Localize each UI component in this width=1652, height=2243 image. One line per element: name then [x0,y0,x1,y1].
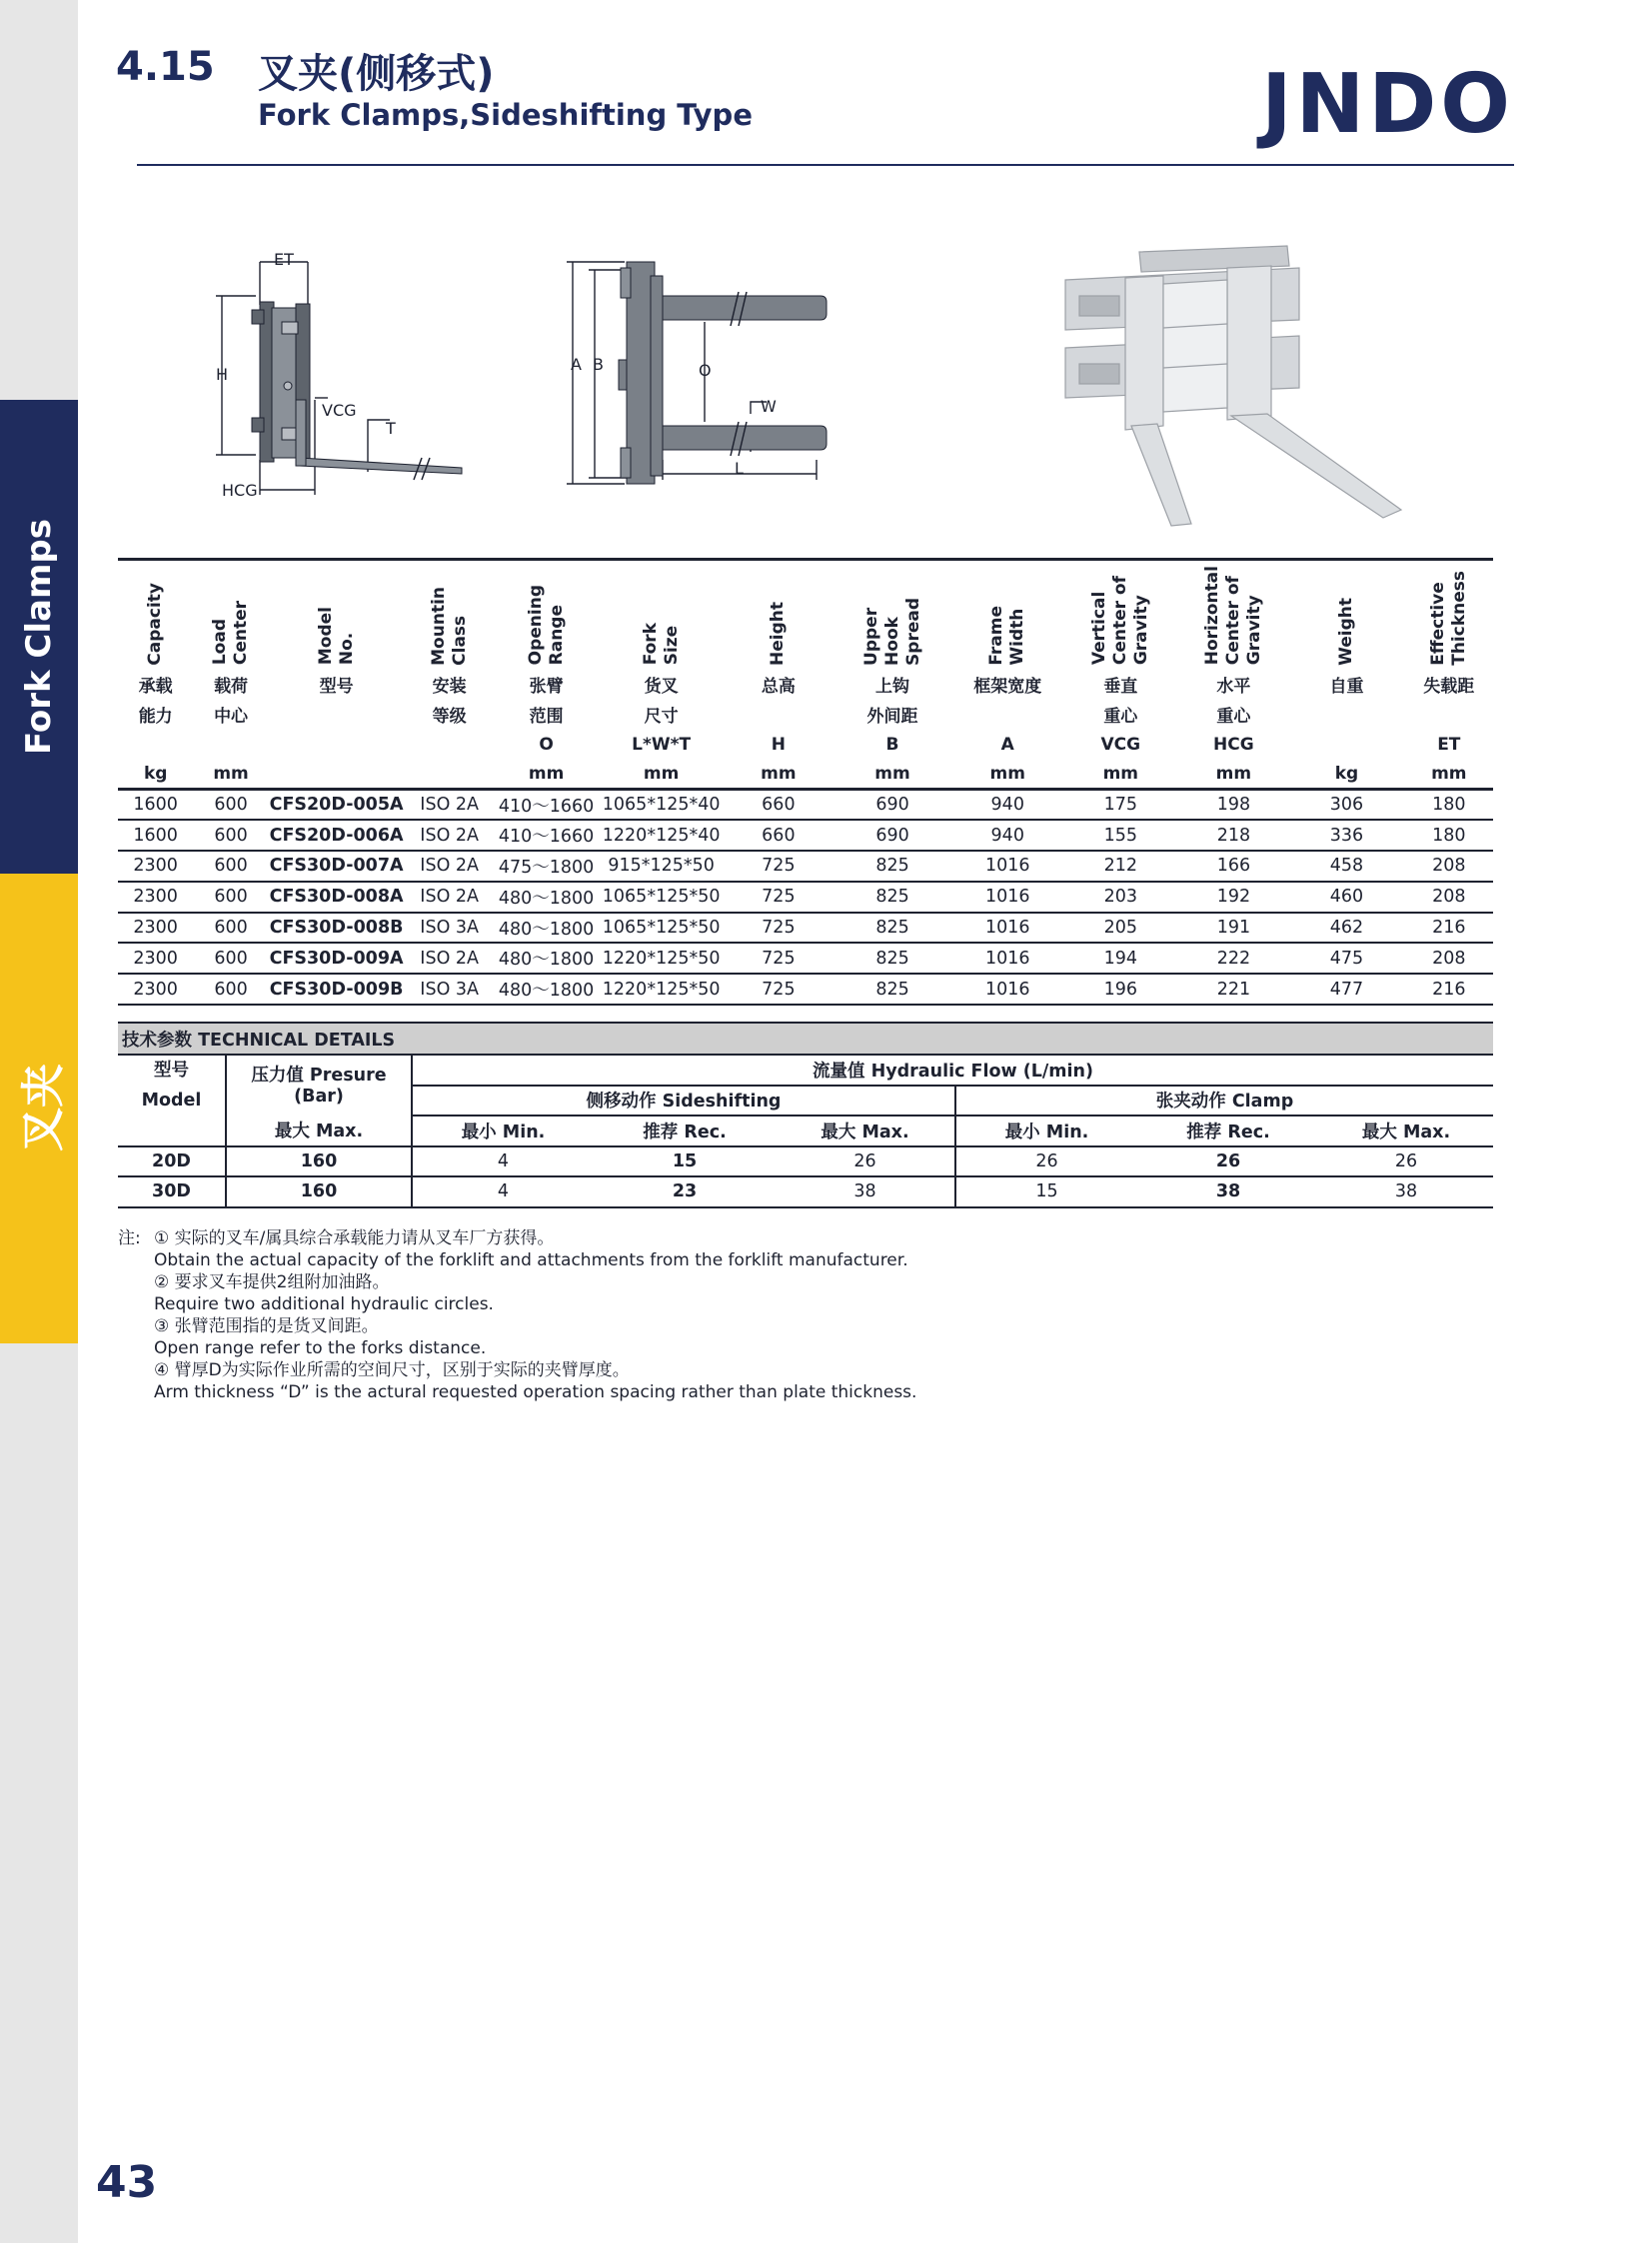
tech-cell-pressure: 160 [226,1146,412,1177]
table-cell: ISO 2A [404,943,494,974]
column-header-en [1405,560,1493,670]
tech-cell-side-max: 26 [776,1146,955,1177]
column-header-cn-2: 能力 [138,707,173,727]
table-cell: ISO 2A [404,790,494,821]
table-cell: ISO 2A [404,820,494,851]
column-header-cn-2: 范围 [529,707,564,727]
column-header-cn: 承载 [138,677,173,697]
table-cell: 1016 [952,943,1062,974]
table-cell: 2300 [118,913,193,944]
tech-cell-side-min: 4 [412,1176,594,1207]
column-header-symbol: ET [1437,734,1461,755]
tech-pressure-header: 压力值 Presure (Bar) [226,1055,412,1116]
column-header-unit: kg [1288,760,1404,790]
table-cell: 1220*125*50 [598,943,725,974]
column-header-cn-2 [1405,700,1493,730]
column-header-en [495,560,598,670]
table-cell: 410～1660 [495,820,598,851]
tech-cell-side-rec: 15 [594,1146,776,1177]
table-cell: 1600 [118,790,193,821]
column-header-en-text: Effective Thickness [1427,570,1469,666]
tech-side-rec: 推荐 Rec. [594,1116,776,1146]
column-header-en [725,560,832,670]
column-header-unit [404,760,494,790]
column-header-cn-2: 中心 [214,707,249,727]
column-header-en-text: Height [768,601,789,666]
table-row [118,882,1493,913]
table-cell: 198 [1178,790,1288,821]
column-header-symbol: L*W*T [632,734,692,755]
table-cell: 1016 [952,913,1062,944]
dim-l: L [735,459,744,478]
note-line: Open range refer to the forks distance. [154,1338,487,1358]
column-header-en [1062,560,1178,670]
column-header-cn-2: 等级 [432,707,467,727]
column-header-symbol [118,730,193,760]
table-row [118,790,1493,821]
column-header-symbol: O [539,734,554,755]
column-header-cn: 水平 [1216,677,1251,697]
table-cell: 1016 [952,882,1062,913]
tech-cell-side-min: 4 [412,1146,594,1177]
table-cell: 203 [1062,882,1178,913]
column-header-symbol [404,730,494,760]
table-cell: 915*125*50 [598,851,725,882]
column-header-cn: 上钩 [875,677,910,697]
column-header-en-text: Capacity [145,582,166,666]
dim-a: A [571,355,582,374]
column-header-en-text: Weight [1335,597,1356,666]
table-cell: 600 [193,790,268,821]
tech-clamp-header: 张夹动作 Clamp [955,1086,1493,1117]
note-line: ④ 臂厚D为实际作业所需的空间尺寸，区别于实际的夹臂厚度。 [154,1360,630,1380]
tech-title: 技术参数 TECHNICAL DETAILS [118,1023,1493,1055]
table-cell: 690 [832,790,953,821]
table-cell: 458 [1288,851,1404,882]
table-cell: 208 [1405,851,1493,882]
column-header-en-text: Model No. [315,607,357,666]
table-cell: 180 [1405,820,1493,851]
brand-logo: JNDO [1261,57,1514,152]
table-cell: 218 [1178,820,1288,851]
tech-clamp-rec: 推荐 Rec. [1137,1116,1319,1146]
tech-pressure-max: 最大 Max. [226,1116,412,1146]
table-cell: 2300 [118,943,193,974]
table-cell: CFS30D-008B [269,913,405,944]
table-cell: 2300 [118,851,193,882]
table-cell: 725 [725,851,832,882]
front-view-diagram [555,252,844,502]
tech-row [118,1176,1493,1207]
table-cell: 480～1800 [495,913,598,944]
table-cell: 1065*125*50 [598,913,725,944]
side-label-en: Fork Clamps [19,519,59,755]
table-cell: 725 [725,882,832,913]
table-cell: 191 [1178,913,1288,944]
note-line: ③ 张臂范围指的是货叉间距。 [154,1316,379,1336]
column-header-en [404,560,494,670]
table-cell: 600 [193,851,268,882]
table-cell: 480～1800 [495,943,598,974]
column-header-cn-2: 外间距 [866,707,918,727]
table-row [118,820,1493,851]
column-header-en-text: Opening Range [525,585,567,666]
column-header-symbol: H [771,734,786,755]
table-cell: ISO 2A [404,882,494,913]
column-header-en [193,560,268,670]
column-header-symbol [1288,730,1404,760]
column-header-en [952,560,1062,670]
table-cell: 166 [1178,851,1288,882]
column-header-cn: 失载距 [1423,677,1475,697]
table-cell: 221 [1178,974,1288,1005]
column-header-unit: mm [1178,760,1288,790]
table-row [118,913,1493,944]
table-cell: 825 [832,913,953,944]
tech-cell-clamp-rec: 38 [1137,1176,1319,1207]
column-header-unit: mm [193,760,268,790]
tech-cell-model: 20D [118,1146,226,1177]
table-cell: ISO 3A [404,974,494,1005]
tech-cell-clamp-max: 26 [1319,1146,1493,1177]
tech-cell-clamp-max: 38 [1319,1176,1493,1207]
table-cell: 212 [1062,851,1178,882]
table-cell: 940 [952,790,1062,821]
table-cell: 216 [1405,974,1493,1005]
table-cell: 600 [193,820,268,851]
section-number: 4.15 [116,44,215,90]
header-divider [137,164,1514,166]
side-label-cn: 叉夹 [18,1064,69,1151]
column-header-en [1178,560,1288,670]
table-cell: 306 [1288,790,1404,821]
tech-side-max: 最大 Max. [776,1116,955,1146]
column-header-en-text: Vertical Center of Gravity [1088,576,1151,666]
table-cell: 175 [1062,790,1178,821]
table-cell: 825 [832,943,953,974]
tech-cell-clamp-min: 26 [955,1146,1137,1177]
column-header-cn-2: 尺寸 [644,707,679,727]
table-cell: 725 [725,943,832,974]
tech-cell-pressure: 160 [226,1176,412,1207]
tech-model-en: Model [141,1091,202,1111]
table-cell: 222 [1178,943,1288,974]
dim-w: W [761,397,777,416]
tech-sideshift-header: 侧移动作 Sideshifting [412,1086,955,1117]
column-header-symbol [269,730,405,760]
column-header-unit: mm [598,760,725,790]
table-cell: 180 [1405,790,1493,821]
table-cell: 208 [1405,882,1493,913]
tech-cell-side-rec: 23 [594,1176,776,1207]
tech-row [118,1146,1493,1177]
table-cell: 1220*125*40 [598,820,725,851]
table-cell: 480～1800 [495,974,598,1005]
table-cell: 725 [725,913,832,944]
page-number: 43 [96,2157,158,2208]
column-header-unit: mm [1405,760,1493,790]
table-cell: 196 [1062,974,1178,1005]
column-header-symbol: HCG [1213,734,1254,755]
column-header-en [598,560,725,670]
table-cell: 475 [1288,943,1404,974]
dim-t: T [386,419,396,438]
column-header-unit: mm [1062,760,1178,790]
dim-h: H [216,365,229,384]
tech-cell-clamp-rec: 26 [1137,1146,1319,1177]
table-cell: CFS20D-005A [269,790,405,821]
table-cell: CFS30D-008A [269,882,405,913]
column-header-cn-2: 重心 [1103,707,1138,727]
column-header-unit [269,760,405,790]
table-cell: 2300 [118,882,193,913]
column-header-en [1288,560,1404,670]
spec-table [118,558,1493,1006]
side-view-diagram [200,250,480,510]
tech-cell-clamp-min: 15 [955,1176,1137,1207]
column-header-en [832,560,953,670]
note-line: Arm thickness “D” is the actural requested operation spacing rather than plate thickness. [154,1382,917,1402]
column-header-unit: mm [725,760,832,790]
column-header-en-text: Load Center [210,601,252,666]
table-cell: 194 [1062,943,1178,974]
fork-clamp-render [1059,238,1429,528]
table-cell: 336 [1288,820,1404,851]
table-cell: CFS30D-009B [269,974,405,1005]
table-cell: 460 [1288,882,1404,913]
column-header-cn: 总高 [761,677,796,697]
column-header-cn: 自重 [1329,677,1364,697]
table-cell: 410～1660 [495,790,598,821]
page-title-en: Fork Clamps,Sideshifting Type [258,98,753,132]
tech-clamp-max: 最大 Max. [1319,1116,1493,1146]
column-header-cn: 垂直 [1103,677,1138,697]
table-cell: 825 [832,974,953,1005]
column-header-unit: mm [832,760,953,790]
table-cell: 1016 [952,851,1062,882]
table-cell: 2300 [118,974,193,1005]
table-row [118,974,1493,1005]
column-header-cn: 载荷 [214,677,249,697]
note-line: Obtain the actual capacity of the forklift and attachments from the forklift manufacturer. [154,1250,908,1270]
table-cell: 1065*125*50 [598,882,725,913]
table-cell: 462 [1288,913,1404,944]
column-header-unit: kg [118,760,193,790]
note-line: Require two additional hydraulic circles. [154,1294,494,1314]
table-cell: 475～1800 [495,851,598,882]
table-cell: 480～1800 [495,882,598,913]
tech-clamp-min: 最小 Min. [955,1116,1137,1146]
column-header-en [118,560,193,670]
column-header-cn-2: 重心 [1216,707,1251,727]
tech-side-min: 最小 Min. [412,1116,594,1146]
table-cell: CFS30D-007A [269,851,405,882]
table-cell: ISO 2A [404,851,494,882]
column-header-en-text: Mountin Class [428,586,470,666]
note-line: 注: ① 实际的叉车/属具综合承载能力请从叉车厂方获得。 [118,1228,555,1248]
column-header-cn: 型号 [319,677,354,697]
table-cell: ISO 3A [404,913,494,944]
table-cell: 600 [193,913,268,944]
notes [118,1227,916,1403]
column-header-en-text: Horizontal Center of Gravity [1201,566,1264,666]
tech-details-table [118,1022,1493,1208]
table-cell: 600 [193,974,268,1005]
column-header-cn: 张臂 [529,677,564,697]
column-header-symbol [193,730,268,760]
tech-cell-side-max: 38 [776,1176,955,1207]
table-cell: 825 [832,882,953,913]
column-header-en-text: Frame Width [986,605,1028,666]
tech-cell-model: 30D [118,1176,226,1207]
tech-flow-header: 流量值 Hydraulic Flow (L/min) [412,1055,1493,1086]
table-cell: 725 [725,974,832,1005]
table-cell: 1220*125*50 [598,974,725,1005]
dim-hcg: HCG [222,481,258,500]
column-header-cn: 货叉 [644,677,679,697]
table-cell: 600 [193,882,268,913]
dim-et: ET [274,250,294,269]
table-cell: 192 [1178,882,1288,913]
table-cell: 600 [193,943,268,974]
table-cell: 208 [1405,943,1493,974]
dim-b: B [593,355,604,374]
column-header-symbol: A [1000,734,1014,755]
column-header-en-text: Upper Hook Spread [860,597,923,666]
table-cell: 477 [1288,974,1404,1005]
dim-o: O [699,361,712,380]
table-cell: 1600 [118,820,193,851]
table-cell: 660 [725,820,832,851]
column-header-cn-2 [269,700,405,730]
table-cell: 1065*125*40 [598,790,725,821]
table-cell: CFS30D-009A [269,943,405,974]
table-cell: 660 [725,790,832,821]
column-header-symbol: VCG [1100,734,1141,755]
table-row [118,943,1493,974]
column-header-cn: 框架宽度 [973,677,1042,697]
table-cell: CFS20D-006A [269,820,405,851]
table-cell: 690 [832,820,953,851]
table-cell: 940 [952,820,1062,851]
table-cell: 1016 [952,974,1062,1005]
tech-model-cn: 型号 [154,1061,189,1081]
column-header-symbol: B [885,734,899,755]
notes-prefix: 注: [118,1228,141,1248]
column-header-unit: mm [952,760,1062,790]
column-header-cn-2 [725,700,832,730]
column-header-cn-2 [952,700,1062,730]
table-cell: 216 [1405,913,1493,944]
table-cell: 155 [1062,820,1178,851]
column-header-en [269,560,405,670]
table-row [118,851,1493,882]
column-header-cn: 安装 [432,677,467,697]
note-line: ② 要求叉车提供2组附加油路。 [154,1272,390,1292]
column-header-unit: mm [495,760,598,790]
page-title-cn: 叉夹(侧移式) [258,51,495,97]
column-header-en-text: Fork Size [640,623,682,666]
table-cell: 825 [832,851,953,882]
table-cell: 205 [1062,913,1178,944]
dim-vcg: VCG [322,401,357,420]
column-header-cn-2 [1288,700,1404,730]
